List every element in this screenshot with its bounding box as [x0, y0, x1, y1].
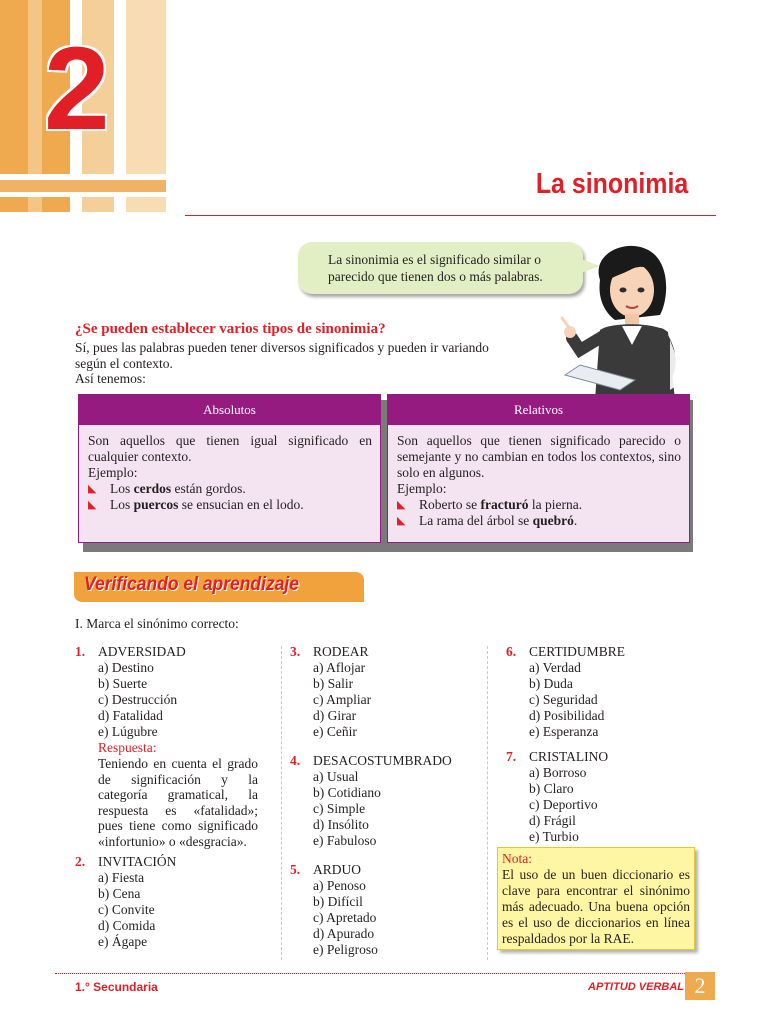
- option[interactable]: c) Convite: [98, 902, 155, 917]
- option[interactable]: b) Cotidiano: [313, 785, 381, 800]
- section-title: Verificando el aprendizaje: [84, 574, 300, 595]
- option[interactable]: d) Frágil: [529, 813, 576, 828]
- example-item: ◣ Los cerdos están gordos.: [88, 481, 246, 496]
- option[interactable]: b) Duda: [529, 676, 573, 691]
- teacher-illustration: [560, 240, 710, 400]
- option[interactable]: d) Fatalidad: [98, 708, 163, 723]
- option[interactable]: a) Penoso: [313, 878, 366, 893]
- answer-label: Respuesta:: [98, 740, 157, 755]
- absolutos-header: Absolutos: [79, 395, 380, 425]
- absolutos-column: [78, 394, 381, 543]
- question-heading: ¿Se pueden establecer varios tipos de sinonimia?: [75, 321, 386, 337]
- option[interactable]: b) Salir: [313, 676, 354, 691]
- page-number: 2: [685, 972, 715, 1000]
- column-divider-2: [487, 646, 488, 960]
- relativos-definition: Son aquellos que tienen significado parecido o semejante y no cambian en todos los contextos, sino solo en algunos.: [397, 433, 681, 480]
- red-bullet-icon: ◣: [397, 499, 406, 511]
- absolutos-body: [79, 425, 380, 513]
- option[interactable]: e) Turbio: [529, 829, 579, 844]
- exercise-instruction: I. Marca el sinónimo correcto:: [75, 616, 239, 631]
- section-banner: [74, 572, 364, 602]
- option[interactable]: e) Ágape: [98, 934, 148, 949]
- option[interactable]: a) Usual: [313, 769, 359, 784]
- option[interactable]: a) Aflojar: [313, 660, 366, 675]
- option[interactable]: c) Ampliar: [313, 692, 372, 707]
- option[interactable]: b) Difícil: [313, 894, 363, 909]
- option[interactable]: d) Girar: [313, 708, 357, 723]
- title-divider: [185, 215, 716, 216]
- option[interactable]: a) Destino: [98, 660, 154, 675]
- red-bullet-icon: ◣: [397, 515, 406, 527]
- footer-subject: APTITUD VERBAL: [588, 981, 684, 993]
- red-bullet-icon: ◣: [88, 483, 97, 495]
- definition-bubble: [298, 242, 583, 294]
- explanation-line: Sí, pues las palabras pueden tener diversos significados y pueden ir variando según el contexto.: [75, 340, 489, 371]
- option[interactable]: a) Verdad: [529, 660, 581, 675]
- footer-grade: 1.° Secundaria: [75, 980, 158, 994]
- option[interactable]: d) Insólito: [313, 817, 369, 832]
- red-bullet-icon: ◣: [88, 499, 97, 511]
- page-title: La sinonimia: [535, 168, 688, 200]
- option[interactable]: b) Cena: [98, 886, 141, 901]
- option[interactable]: a) Fiesta: [98, 870, 145, 885]
- note-text: El uso de un buen diccionario es clave para encontrar el sinónimo más adecuado. Una buena opción es el uso de diccionarios en línea respaldados por la RAE.: [502, 867, 690, 946]
- option[interactable]: c) Apretado: [313, 910, 377, 925]
- example-item: ◣ La rama del árbol se quebró.: [397, 513, 578, 528]
- option[interactable]: e) Esperanza: [529, 724, 599, 739]
- option[interactable]: a) Borroso: [529, 765, 587, 780]
- option[interactable]: e) Lúgubre: [98, 724, 158, 739]
- option[interactable]: e) Peligroso: [313, 942, 378, 957]
- option[interactable]: d) Apurado: [313, 926, 375, 941]
- example-item: ◣ Roberto se fracturó la pierna.: [397, 497, 583, 512]
- option[interactable]: c) Deportivo: [529, 797, 598, 812]
- column-divider: [281, 646, 282, 960]
- option[interactable]: b) Claro: [529, 781, 574, 796]
- option[interactable]: c) Destrucción: [98, 692, 178, 707]
- option[interactable]: b) Suerte: [98, 676, 148, 691]
- note-box: [497, 847, 695, 950]
- absolutos-example-label: Ejemplo:: [88, 465, 138, 480]
- absolutos-definition: Son aquellos que tienen igual significado en cualquier contexto.: [88, 433, 372, 464]
- relativos-example-label: Ejemplo:: [397, 481, 447, 496]
- note-title: Nota:: [502, 851, 532, 866]
- option[interactable]: e) Ceñir: [313, 724, 357, 739]
- question-explanation: [75, 340, 495, 387]
- option[interactable]: c) Simple: [313, 801, 366, 816]
- option[interactable]: e) Fabuloso: [313, 833, 377, 848]
- chapter-number: 2: [44, 23, 108, 155]
- option[interactable]: d) Posibilidad: [529, 708, 605, 723]
- answer-text: Teniendo en cuenta el grado de significación y la categoría gramatical, la respuesta es «fatalidad»; pues tiene como significado «infortunio» o «desgracia».: [98, 756, 258, 849]
- example-item: ◣ Los puercos se ensucian en el lodo.: [88, 497, 304, 512]
- relativos-body: [388, 425, 689, 529]
- relativos-header: Relativos: [388, 395, 689, 425]
- definition-text: La sinonimia es el significado similar o parecido que tienen dos o más palabras.: [328, 252, 543, 284]
- explanation-line-2: Así tenemos:: [75, 371, 146, 386]
- footer-divider: [55, 973, 685, 975]
- option[interactable]: d) Comida: [98, 918, 156, 933]
- option[interactable]: c) Seguridad: [529, 692, 598, 707]
- relativos-column: [387, 394, 690, 543]
